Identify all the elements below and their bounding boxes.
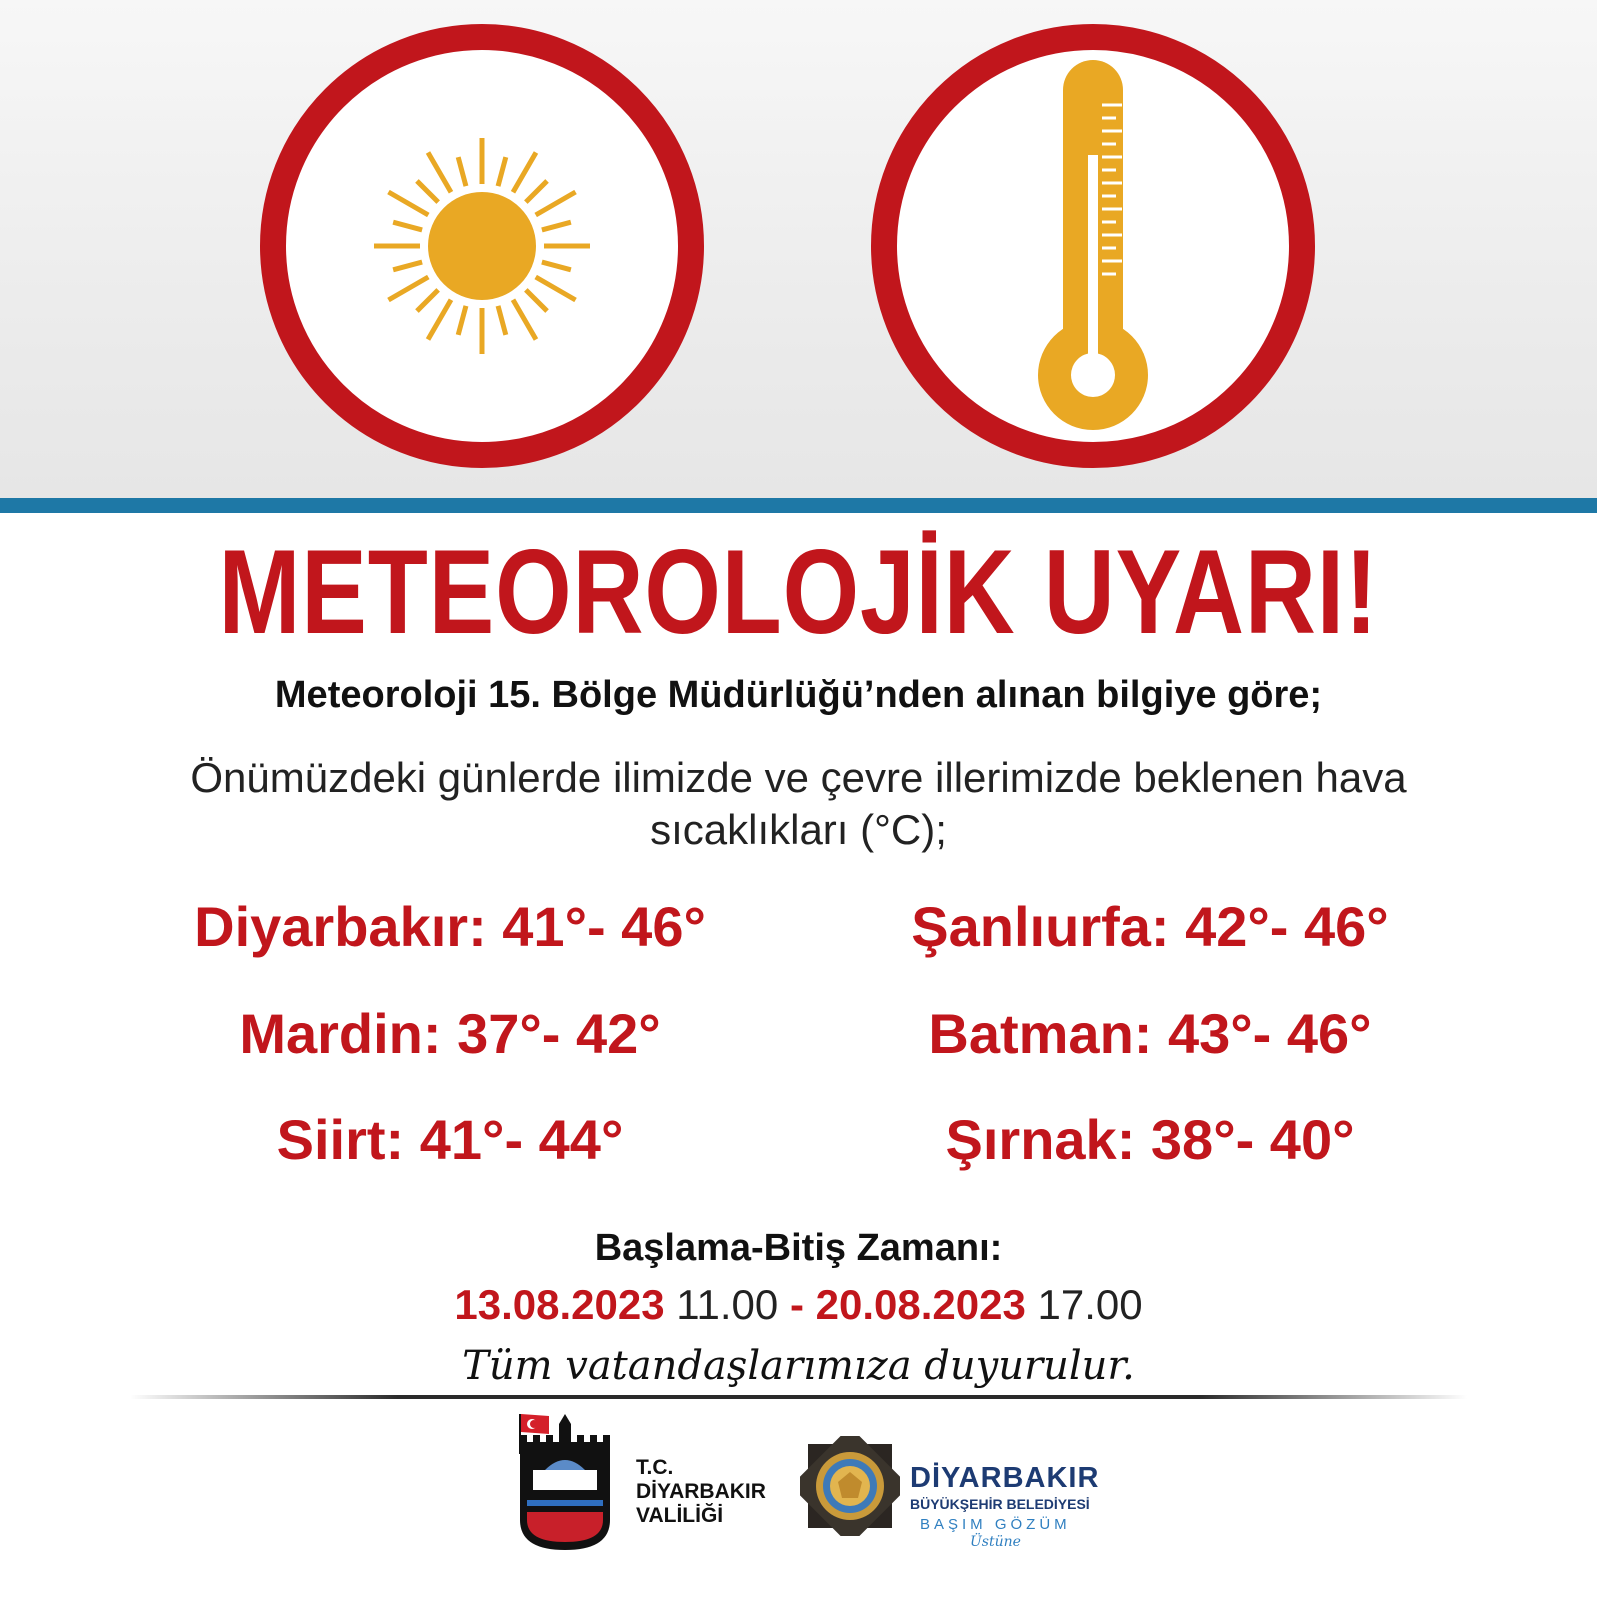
- belediye-signature: Üstüne: [970, 1534, 1021, 1550]
- belediye-logo: [800, 1436, 900, 1536]
- belediye-motto: BAŞIM GÖZÜM: [920, 1516, 1071, 1533]
- city-temp-siirt: Siirt: 41°- 44°: [276, 1108, 624, 1171]
- divider-bar: [0, 498, 1597, 513]
- city-temp-mardin: Mardin: 37°- 42°: [239, 1002, 661, 1065]
- source-line: Meteoroloji 15. Bölge Müdürlüğü’nden alınan bilgiye göre;: [274, 674, 1323, 716]
- start-time: 11.00: [676, 1281, 779, 1328]
- valilik-line1: T.C.: [636, 1456, 674, 1479]
- city-temp-diyarbakir: Diyarbakır: 41°- 46°: [194, 895, 706, 958]
- announcement: Tüm vatandaşlarımıza duyurulur.: [462, 1343, 1135, 1389]
- sun-icon: [273, 37, 691, 455]
- header-illustration: [0, 0, 1597, 500]
- header-icons: [0, 0, 1597, 500]
- thermometer-icon: [884, 37, 1302, 455]
- period-range: [0, 1280, 1597, 1330]
- end-time: 17.00: [1037, 1281, 1143, 1328]
- page-title: METEOROLOJİK UYARI!: [218, 525, 1379, 659]
- end-date: 20.08.2023: [815, 1281, 1026, 1328]
- city-temp-sanliurfa: Şanlıurfa: 42°- 46°: [911, 895, 1389, 958]
- valilik-line3: VALİLİĞİ: [636, 1504, 724, 1527]
- city-temp-batman: Batman: 43°- 46°: [928, 1002, 1372, 1065]
- period-separator: -: [789, 1281, 804, 1328]
- belediye-subtitle: BÜYÜKŞEHİR BELEDİYESİ: [910, 1496, 1090, 1512]
- belediye-name: DİYARBAKIR: [910, 1462, 1100, 1494]
- valilik-logo: [515, 1410, 630, 1555]
- city-temp-sirnak: Şırnak: 38°- 40°: [945, 1108, 1355, 1171]
- footer-divider: [130, 1395, 1467, 1399]
- intro-text: Önümüzdeki günlerde ilimizde ve çevre illerimizde beklenen hava sıcaklıkları (°C);: [190, 754, 1407, 853]
- period-label: Başlama-Bitiş Zamanı:: [594, 1227, 1003, 1269]
- valilik-text: [636, 1456, 766, 1528]
- start-date: 13.08.2023: [454, 1281, 665, 1328]
- valilik-line2: DİYARBAKIR: [636, 1480, 766, 1503]
